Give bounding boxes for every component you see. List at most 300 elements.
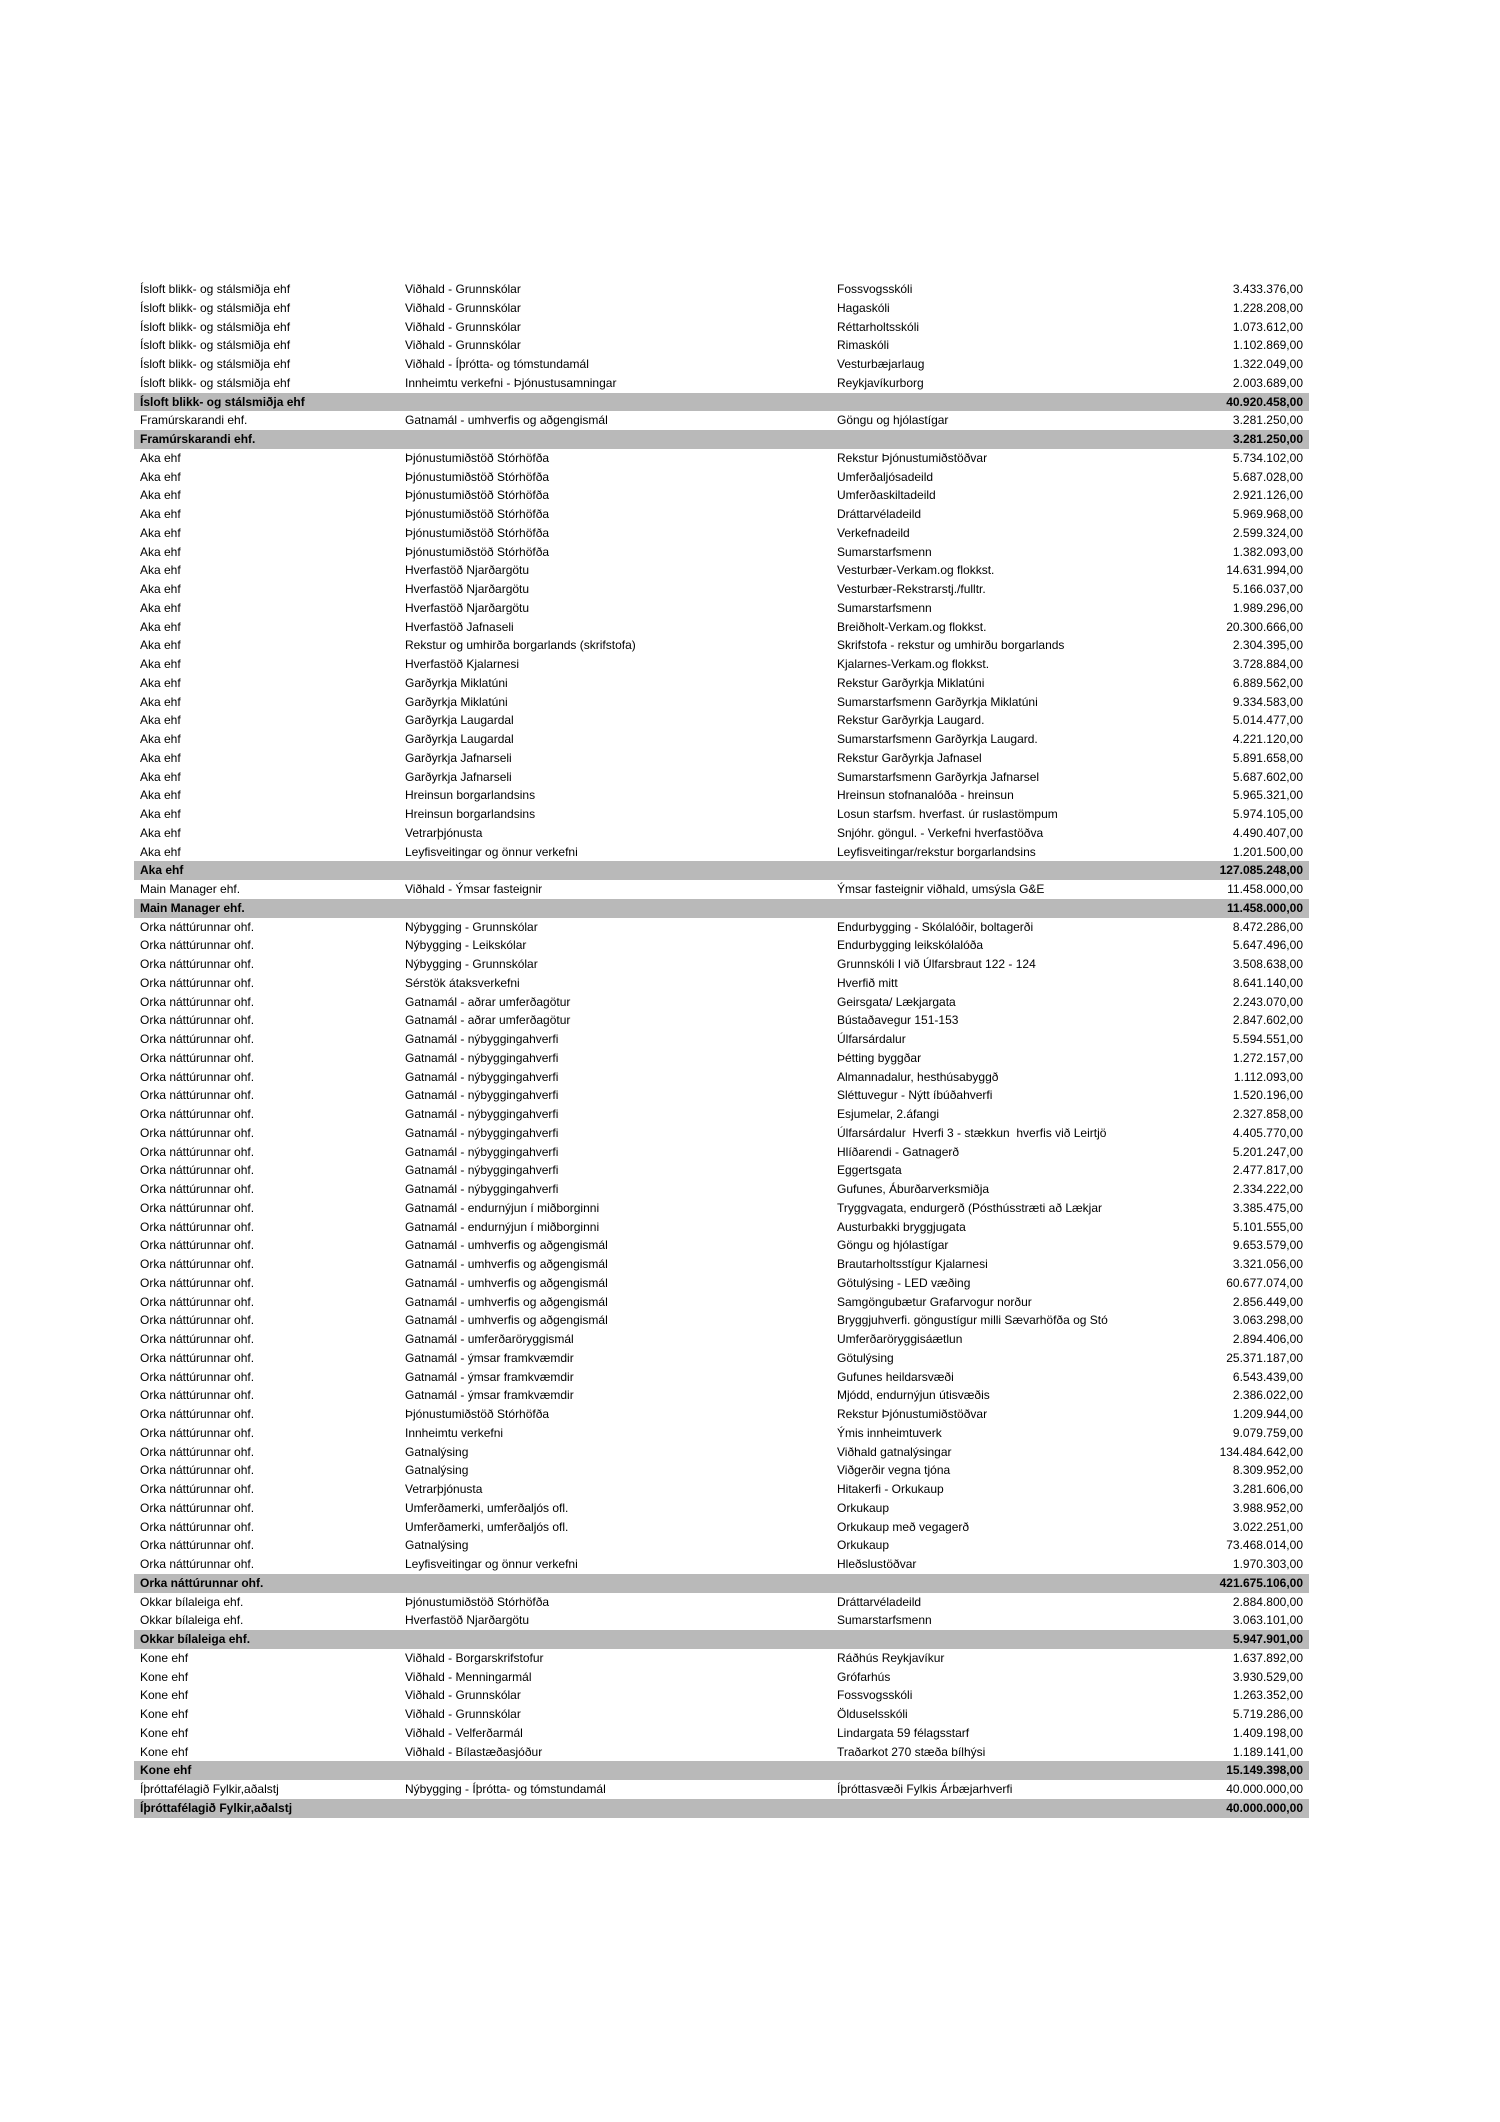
amount-cell: 2.003.689,00 bbox=[1232, 375, 1303, 390]
company-cell: Kone ehf bbox=[140, 1707, 189, 1721]
table-row bbox=[134, 1668, 1309, 1687]
amount-cell: 8.472.286,00 bbox=[1232, 919, 1303, 934]
table-row bbox=[134, 1443, 1309, 1462]
table-row bbox=[134, 486, 1309, 505]
project-cell: Brautarholtsstígur Kjalarnesi bbox=[837, 1257, 988, 1271]
table-row bbox=[134, 1780, 1309, 1799]
subtotal-label: Ísloft blikk- og stálsmiðja ehf bbox=[140, 394, 305, 409]
amount-cell: 5.891.658,00 bbox=[1232, 750, 1303, 765]
company-cell: Orka náttúrunnar ohf. bbox=[140, 1182, 255, 1196]
category-cell: Gatnamál - aðrar umferðagötur bbox=[405, 1013, 571, 1028]
category-cell: Viðhald - Bílastæðasjóður bbox=[405, 1744, 543, 1759]
project-cell: Breiðholt-Verkam.og flokkst. bbox=[837, 619, 987, 634]
subtotal-amount: 40.000.000,00 bbox=[1226, 1800, 1303, 1815]
amount-cell: 8.309.952,00 bbox=[1232, 1463, 1303, 1478]
project-cell: Geirsgata/ Lækjargata bbox=[837, 994, 956, 1009]
category-cell: Gatnamál - nýbyggingahverfi bbox=[405, 1144, 559, 1159]
project-cell: Bústaðavegur 151-153 bbox=[837, 1013, 959, 1028]
table-row bbox=[134, 993, 1309, 1012]
category-cell: Garðyrkja Miklatúni bbox=[405, 675, 508, 690]
project-cell: Vesturbæjarlaug bbox=[837, 357, 925, 371]
category-cell: Sérstök átaksverkefni bbox=[405, 975, 520, 990]
category-cell: Gatnamál - aðrar umferðagötur bbox=[405, 994, 571, 1009]
project-cell: Losun starfsm. hverfast. úr ruslastömpum bbox=[837, 807, 1058, 821]
project-cell: Rekstur Þjónustumiðstöðvar bbox=[837, 450, 988, 465]
table-row bbox=[134, 955, 1309, 974]
subtotal-row bbox=[134, 1574, 1309, 1593]
project-cell: Vesturbær-Rekstrarstj./fulltr. bbox=[837, 582, 986, 596]
company-cell: Aka ehf bbox=[140, 488, 181, 503]
category-cell: Hreinsun borgarlandsins bbox=[405, 788, 536, 803]
project-cell: Rekstur Þjónustumiðstöðvar bbox=[837, 1407, 988, 1421]
category-cell: Gatnamál - umhverfis og aðgengismál bbox=[405, 1313, 608, 1328]
company-cell: Orka náttúrunnar ohf. bbox=[140, 1200, 255, 1215]
company-cell: Ísloft blikk- og stálsmiðja ehf bbox=[140, 338, 291, 353]
company-cell: Aka ehf bbox=[140, 525, 181, 540]
project-cell: Orkukaup bbox=[837, 1500, 890, 1515]
amount-cell: 2.894.406,00 bbox=[1232, 1332, 1303, 1346]
project-cell: Endurbygging - Skólalóðir, boltagerði bbox=[837, 919, 1034, 934]
table-row bbox=[134, 1274, 1309, 1293]
category-cell: Gatnamál - nýbyggingahverfi bbox=[405, 1050, 559, 1065]
table-row bbox=[134, 1368, 1309, 1387]
table-row bbox=[134, 1705, 1309, 1724]
company-cell: Ísloft blikk- og stálsmiðja ehf bbox=[140, 375, 291, 390]
amount-cell: 20.300.666,00 bbox=[1226, 619, 1303, 634]
company-cell: Aka ehf bbox=[140, 582, 181, 596]
company-cell: Ísloft blikk- og stálsmiðja ehf bbox=[140, 319, 291, 334]
company-cell: Aka ehf bbox=[140, 750, 181, 765]
category-cell: Gatnamál - umhverfis og aðgengismál bbox=[405, 413, 608, 428]
category-cell: Garðyrkja Jafnarseli bbox=[405, 750, 512, 765]
company-cell: Orka náttúrunnar ohf. bbox=[140, 1257, 255, 1271]
project-cell: Viðgerðir vegna tjóna bbox=[837, 1463, 951, 1478]
amount-cell: 5.969.968,00 bbox=[1232, 507, 1303, 521]
project-cell: Gufunes heildarsvæði bbox=[837, 1369, 954, 1384]
table-row bbox=[134, 411, 1309, 430]
project-cell: Sumarstarfsmenn bbox=[837, 1613, 932, 1628]
table-row bbox=[134, 1480, 1309, 1499]
company-cell: Orka náttúrunnar ohf. bbox=[140, 975, 255, 990]
table-row bbox=[134, 1030, 1309, 1049]
table-row bbox=[134, 880, 1309, 899]
amount-cell: 60.677.074,00 bbox=[1226, 1275, 1303, 1290]
category-cell: Gatnamál - nýbyggingahverfi bbox=[405, 1125, 559, 1140]
amount-cell: 25.371.187,00 bbox=[1226, 1350, 1303, 1365]
table-row bbox=[134, 1593, 1309, 1612]
project-cell: Orkukaup með vegagerð bbox=[837, 1519, 970, 1534]
project-cell: Götulýsing bbox=[837, 1350, 894, 1365]
category-cell: Garðyrkja Laugardal bbox=[405, 732, 514, 746]
company-cell: Aka ehf bbox=[140, 713, 181, 728]
expense-table bbox=[134, 280, 1309, 1818]
table-row bbox=[134, 768, 1309, 787]
project-cell: Reykjavíkurborg bbox=[837, 375, 924, 390]
company-cell: Aka ehf bbox=[140, 788, 181, 803]
amount-cell: 5.166.037,00 bbox=[1232, 582, 1303, 596]
project-cell: Sléttuvegur - Nýtt íbúðahverfi bbox=[837, 1088, 993, 1103]
subtotal-label: Okkar bílaleiga ehf. bbox=[140, 1632, 251, 1646]
company-cell: Main Manager ehf. bbox=[140, 882, 241, 896]
project-cell: Leyfisveitingar/rekstur borgarlandsins bbox=[837, 844, 1036, 859]
amount-cell: 11.458.000,00 bbox=[1227, 882, 1303, 896]
amount-cell: 4.221.120,00 bbox=[1232, 732, 1303, 746]
company-cell: Orka náttúrunnar ohf. bbox=[140, 1519, 255, 1534]
table-row bbox=[134, 1461, 1309, 1480]
company-cell: Aka ehf bbox=[140, 469, 181, 484]
table-row bbox=[134, 749, 1309, 768]
amount-cell: 3.508.638,00 bbox=[1232, 957, 1303, 971]
category-cell: Leyfisveitingar og önnur verkefni bbox=[405, 1557, 578, 1571]
amount-cell: 5.687.602,00 bbox=[1232, 769, 1303, 784]
amount-cell: 1.272.157,00 bbox=[1232, 1050, 1303, 1065]
project-cell: Fossvogsskóli bbox=[837, 282, 913, 296]
category-cell: Gatnamál - nýbyggingahverfi bbox=[405, 1032, 559, 1046]
company-cell: Aka ehf bbox=[140, 694, 181, 709]
table-row bbox=[134, 1293, 1309, 1312]
table-row bbox=[134, 1349, 1309, 1368]
amount-cell: 3.385.475,00 bbox=[1232, 1200, 1303, 1215]
category-cell: Hverfastöð Jafnaseli bbox=[405, 619, 514, 634]
amount-cell: 5.734.102,00 bbox=[1232, 450, 1303, 465]
subtotal-label: Orka náttúrunnar ohf. bbox=[140, 1575, 264, 1590]
category-cell: Viðhald - Grunnskólar bbox=[405, 338, 521, 353]
amount-cell: 73.468.014,00 bbox=[1226, 1538, 1303, 1553]
table-row bbox=[134, 636, 1309, 655]
table-row bbox=[134, 524, 1309, 543]
project-cell: Hagaskóli bbox=[837, 300, 890, 315]
category-cell: Gatnamál - nýbyggingahverfi bbox=[405, 1163, 559, 1178]
category-cell: Gatnamál - umhverfis og aðgengismál bbox=[405, 1257, 608, 1271]
table-row bbox=[134, 1405, 1309, 1424]
project-cell: Esjumelar, 2.áfangi bbox=[837, 1107, 940, 1121]
project-cell: Ýmis innheimtuverk bbox=[837, 1425, 942, 1440]
subtotal-amount: 5.947.901,00 bbox=[1232, 1632, 1304, 1646]
company-cell: Orka náttúrunnar ohf. bbox=[140, 1144, 255, 1159]
company-cell: Aka ehf bbox=[140, 769, 181, 784]
category-cell: Hverfastöð Njarðargötu bbox=[405, 1613, 530, 1628]
project-cell: Eggertsgata bbox=[837, 1163, 902, 1178]
category-cell: Umferðamerki, umferðaljós ofl. bbox=[405, 1519, 569, 1534]
amount-cell: 1.989.296,00 bbox=[1232, 600, 1303, 615]
category-cell: Nýbygging - Íþrótta- og tómstundamál bbox=[405, 1782, 606, 1796]
subtotal-amount: 15.149.398,00 bbox=[1226, 1763, 1303, 1778]
category-cell: Gatnamál - endurnýjun í miðborginni bbox=[405, 1200, 600, 1215]
table-row bbox=[134, 1311, 1309, 1330]
project-cell: Grunnskóli I við Úlfarsbraut 122 - 124 bbox=[837, 957, 1036, 971]
subtotal-row bbox=[134, 1799, 1309, 1818]
company-cell: Orka náttúrunnar ohf. bbox=[140, 1275, 255, 1290]
amount-cell: 2.327.858,00 bbox=[1232, 1107, 1303, 1121]
category-cell: Hverfastöð Njarðargötu bbox=[405, 563, 530, 578]
company-cell: Orka náttúrunnar ohf. bbox=[140, 1463, 255, 1478]
company-cell: Orka náttúrunnar ohf. bbox=[140, 1069, 255, 1084]
project-cell: Sumarstarfsmenn Garðyrkja Laugard. bbox=[837, 732, 1038, 746]
project-cell: Hlíðarendi - Gatnagerð bbox=[837, 1144, 960, 1159]
project-cell: Orkukaup bbox=[837, 1538, 890, 1553]
amount-cell: 1.322.049,00 bbox=[1232, 357, 1303, 371]
project-cell: Götulýsing - LED væðing bbox=[837, 1275, 971, 1290]
amount-cell: 1.970.303,00 bbox=[1232, 1557, 1303, 1571]
table-row bbox=[134, 730, 1309, 749]
company-cell: Aka ehf bbox=[140, 675, 181, 690]
amount-cell: 1.209.944,00 bbox=[1232, 1407, 1303, 1421]
table-row bbox=[134, 318, 1309, 337]
amount-cell: 1.189.141,00 bbox=[1232, 1744, 1303, 1759]
subtotal-row bbox=[134, 861, 1309, 880]
table-row bbox=[134, 561, 1309, 580]
table-row bbox=[134, 693, 1309, 712]
project-cell: Sumarstarfsmenn Garðyrkja Miklatúni bbox=[837, 694, 1038, 709]
table-row bbox=[134, 1743, 1309, 1762]
company-cell: Orka náttúrunnar ohf. bbox=[140, 1050, 255, 1065]
amount-cell: 1.382.093,00 bbox=[1232, 544, 1303, 559]
table-row bbox=[134, 1499, 1309, 1518]
table-row bbox=[134, 1255, 1309, 1274]
project-cell: Dráttarvéladeild bbox=[837, 507, 922, 521]
company-cell: Aka ehf bbox=[140, 563, 181, 578]
table-row bbox=[134, 1611, 1309, 1630]
amount-cell: 8.641.140,00 bbox=[1232, 975, 1303, 990]
company-cell: Aka ehf bbox=[140, 844, 181, 859]
category-cell: Gatnamál - ýmsar framkvæmdir bbox=[405, 1350, 574, 1365]
subtotal-label: Framúrskarandi ehf. bbox=[140, 432, 256, 446]
amount-cell: 5.719.286,00 bbox=[1232, 1707, 1303, 1721]
company-cell: Ísloft blikk- og stálsmiðja ehf bbox=[140, 300, 291, 315]
project-cell: Verkefnadeild bbox=[837, 525, 910, 540]
table-row bbox=[134, 505, 1309, 524]
subtotal-label: Íþróttafélagið Fylkir,aðalstj bbox=[140, 1800, 293, 1815]
category-cell: Viðhald - Íþrótta- og tómstundamál bbox=[405, 357, 589, 371]
company-cell: Ísloft blikk- og stálsmiðja ehf bbox=[140, 282, 291, 296]
company-cell: Orka náttúrunnar ohf. bbox=[140, 1425, 255, 1440]
subtotal-row bbox=[134, 899, 1309, 918]
company-cell: Orka náttúrunnar ohf. bbox=[140, 1088, 255, 1103]
project-cell: Traðarkot 270 stæða bílhýsi bbox=[837, 1744, 986, 1759]
table-row bbox=[134, 1386, 1309, 1405]
amount-cell: 5.101.555,00 bbox=[1232, 1219, 1303, 1234]
category-cell: Hreinsun borgarlandsins bbox=[405, 807, 536, 821]
project-cell: Snjóhr. göngul. - Verkefni hverfastöðva bbox=[837, 825, 1044, 840]
category-cell: Gatnamál - ýmsar framkvæmdir bbox=[405, 1369, 574, 1384]
category-cell: Innheimtu verkefni - Þjónustusamningar bbox=[405, 375, 617, 390]
category-cell: Viðhald - Grunnskólar bbox=[405, 1688, 521, 1703]
table-row bbox=[134, 1161, 1309, 1180]
amount-cell: 1.637.892,00 bbox=[1232, 1650, 1303, 1665]
project-cell: Ölduselsskóli bbox=[837, 1707, 908, 1721]
category-cell: Nýbygging - Grunnskólar bbox=[405, 957, 538, 971]
amount-cell: 1.263.352,00 bbox=[1232, 1688, 1303, 1703]
company-cell: Aka ehf bbox=[140, 507, 181, 521]
project-cell: Ráðhús Reykjavíkur bbox=[837, 1650, 945, 1665]
category-cell: Gatnamál - endurnýjun í miðborginni bbox=[405, 1219, 600, 1234]
amount-cell: 5.014.477,00 bbox=[1232, 713, 1303, 728]
category-cell: Viðhald - Ýmsar fasteignir bbox=[405, 882, 543, 896]
amount-cell: 9.334.583,00 bbox=[1232, 694, 1303, 709]
subtotal-label: Aka ehf bbox=[140, 863, 184, 878]
amount-cell: 1.228.208,00 bbox=[1232, 300, 1303, 315]
project-cell: Mjódd, endurnýjun útisvæðis bbox=[837, 1388, 990, 1403]
category-cell: Hverfastöð Kjalarnesi bbox=[405, 657, 520, 671]
company-cell: Orka náttúrunnar ohf. bbox=[140, 1538, 255, 1553]
amount-cell: 6.543.439,00 bbox=[1232, 1369, 1303, 1384]
category-cell: Þjónustumiðstöð Stórhöfða bbox=[405, 469, 550, 484]
project-cell: Almannadalur, hesthúsabyggð bbox=[837, 1069, 999, 1084]
category-cell: Viðhald - Borgarskrifstofur bbox=[405, 1650, 544, 1665]
subtotal-row bbox=[134, 430, 1309, 449]
category-cell: Þjónustumiðstöð Stórhöfða bbox=[405, 1407, 550, 1421]
category-cell: Þjónustumiðstöð Stórhöfða bbox=[405, 525, 550, 540]
company-cell: Orka náttúrunnar ohf. bbox=[140, 1388, 255, 1403]
category-cell: Gatnamál - nýbyggingahverfi bbox=[405, 1088, 559, 1103]
project-cell: Kjalarnes-Verkam.og flokkst. bbox=[837, 657, 990, 671]
table-row bbox=[134, 1518, 1309, 1537]
company-cell: Orka náttúrunnar ohf. bbox=[140, 1557, 255, 1571]
amount-cell: 134.484.642,00 bbox=[1219, 1444, 1303, 1459]
category-cell: Hverfastöð Njarðargötu bbox=[405, 600, 530, 615]
company-cell: Aka ehf bbox=[140, 619, 181, 634]
subtotal-amount: 3.281.250,00 bbox=[1232, 432, 1304, 446]
amount-cell: 3.281.606,00 bbox=[1232, 1482, 1303, 1496]
category-cell: Gatnalýsing bbox=[405, 1538, 469, 1553]
category-cell: Umferðamerki, umferðaljós ofl. bbox=[405, 1500, 569, 1515]
category-cell: Þjónustumiðstöð Stórhöfða bbox=[405, 488, 550, 503]
category-cell: Gatnamál - nýbyggingahverfi bbox=[405, 1107, 559, 1121]
category-cell: Gatnamál - ýmsar framkvæmdir bbox=[405, 1388, 574, 1403]
amount-cell: 3.281.250,00 bbox=[1232, 413, 1303, 428]
table-row bbox=[134, 449, 1309, 468]
table-row bbox=[134, 1068, 1309, 1087]
table-row bbox=[134, 655, 1309, 674]
company-cell: Orka náttúrunnar ohf. bbox=[140, 938, 255, 953]
project-cell: Lindargata 59 félagsstarf bbox=[837, 1725, 970, 1740]
table-row bbox=[134, 1143, 1309, 1162]
company-cell: Aka ehf bbox=[140, 657, 181, 671]
amount-cell: 2.334.222,00 bbox=[1232, 1182, 1303, 1196]
table-row bbox=[134, 918, 1309, 937]
company-cell: Orka náttúrunnar ohf. bbox=[140, 1163, 255, 1178]
subtotal-amount: 11.458.000,00 bbox=[1226, 900, 1304, 915]
subtotal-amount: 127.085.248,00 bbox=[1219, 863, 1304, 878]
project-cell: Dráttarvéladeild bbox=[837, 1594, 922, 1609]
table-row bbox=[134, 280, 1309, 299]
table-row bbox=[134, 299, 1309, 318]
category-cell: Garðyrkja Jafnarseli bbox=[405, 769, 512, 784]
category-cell: Þjónustumiðstöð Stórhöfða bbox=[405, 1594, 550, 1609]
project-cell: Bryggjuhverfi. göngustígur milli Sævarhöfða og Stó bbox=[837, 1313, 1108, 1328]
company-cell: Orka náttúrunnar ohf. bbox=[140, 1444, 255, 1459]
project-cell: Sumarstarfsmenn Garðyrkja Jafnarsel bbox=[837, 769, 1040, 784]
category-cell: Þjónustumiðstöð Stórhöfða bbox=[405, 507, 550, 521]
company-cell: Orka náttúrunnar ohf. bbox=[140, 1350, 255, 1365]
amount-cell: 5.647.496,00 bbox=[1232, 938, 1303, 953]
category-cell: Innheimtu verkefni bbox=[405, 1425, 504, 1440]
project-cell: Hitakerfi - Orkukaup bbox=[837, 1482, 944, 1496]
category-cell: Viðhald - Grunnskólar bbox=[405, 1707, 521, 1721]
category-cell: Garðyrkja Miklatúni bbox=[405, 694, 508, 709]
table-row bbox=[134, 674, 1309, 693]
table-row bbox=[134, 974, 1309, 993]
project-cell: Skrifstofa - rekstur og umhirðu borgarlands bbox=[837, 638, 1065, 653]
amount-cell: 6.889.562,00 bbox=[1232, 675, 1303, 690]
table-row bbox=[134, 336, 1309, 355]
project-cell: Rekstur Garðyrkja Jafnasel bbox=[837, 750, 982, 765]
category-cell: Viðhald - Grunnskólar bbox=[405, 300, 521, 315]
table-row bbox=[134, 1236, 1309, 1255]
company-cell: Kone ehf bbox=[140, 1744, 189, 1759]
category-cell: Viðhald - Velferðarmál bbox=[405, 1725, 523, 1740]
amount-cell: 5.974.105,00 bbox=[1232, 807, 1303, 821]
project-cell: Rimaskóli bbox=[837, 338, 890, 353]
category-cell: Hverfastöð Njarðargötu bbox=[405, 582, 530, 596]
amount-cell: 4.405.770,00 bbox=[1232, 1125, 1303, 1140]
table-row bbox=[134, 599, 1309, 618]
company-cell: Aka ehf bbox=[140, 638, 181, 653]
project-cell: Rekstur Garðyrkja Miklatúni bbox=[837, 675, 985, 690]
subtotal-amount: 421.675.106,00 bbox=[1219, 1575, 1304, 1590]
table-row bbox=[134, 374, 1309, 393]
company-cell: Orka náttúrunnar ohf. bbox=[140, 1032, 255, 1046]
amount-cell: 3.728.884,00 bbox=[1232, 657, 1303, 671]
company-cell: Aka ehf bbox=[140, 732, 181, 746]
category-cell: Þjónustumiðstöð Stórhöfða bbox=[405, 544, 550, 559]
project-cell: Fossvogsskóli bbox=[837, 1688, 913, 1703]
company-cell: Kone ehf bbox=[140, 1725, 189, 1740]
category-cell: Viðhald - Menningarmál bbox=[405, 1669, 532, 1684]
company-cell: Orka náttúrunnar ohf. bbox=[140, 957, 255, 971]
project-cell: Endurbygging leikskólalóða bbox=[837, 938, 984, 953]
category-cell: Rekstur og umhirða borgarlands (skrifstofa) bbox=[405, 638, 636, 653]
project-cell: Tryggvagata, endurgerð (Pósthússtræti að Lækjar bbox=[837, 1200, 1103, 1215]
company-cell: Orka náttúrunnar ohf. bbox=[140, 1332, 255, 1346]
amount-cell: 4.490.407,00 bbox=[1232, 825, 1303, 840]
project-cell: Grófarhús bbox=[837, 1669, 891, 1684]
table-row bbox=[134, 1180, 1309, 1199]
company-cell: Orka náttúrunnar ohf. bbox=[140, 1313, 255, 1328]
category-cell: Vetrarþjónusta bbox=[405, 825, 483, 840]
company-cell: Kone ehf bbox=[140, 1669, 189, 1684]
table-row bbox=[134, 1686, 1309, 1705]
subtotal-row bbox=[134, 1761, 1309, 1780]
amount-cell: 2.477.817,00 bbox=[1232, 1163, 1303, 1178]
amount-cell: 3.063.298,00 bbox=[1232, 1313, 1303, 1328]
category-cell: Nýbygging - Leikskólar bbox=[405, 938, 527, 953]
table-row bbox=[134, 1011, 1309, 1030]
amount-cell: 2.847.602,00 bbox=[1232, 1013, 1303, 1028]
table-row bbox=[134, 355, 1309, 374]
company-cell: Aka ehf bbox=[140, 807, 181, 821]
project-cell: Sumarstarfsmenn bbox=[837, 544, 932, 559]
project-cell: Göngu og hjólastígar bbox=[837, 1238, 949, 1253]
table-row bbox=[134, 1330, 1309, 1349]
table-row bbox=[134, 843, 1309, 862]
amount-cell: 3.930.529,00 bbox=[1232, 1669, 1303, 1684]
table-row bbox=[134, 1555, 1309, 1574]
company-cell: Orka náttúrunnar ohf. bbox=[140, 1013, 255, 1028]
category-cell: Nýbygging - Grunnskólar bbox=[405, 919, 538, 934]
subtotal-row bbox=[134, 1630, 1309, 1649]
amount-cell: 2.304.395,00 bbox=[1232, 638, 1303, 653]
amount-cell: 1.520.196,00 bbox=[1232, 1088, 1303, 1103]
amount-cell: 2.856.449,00 bbox=[1232, 1294, 1303, 1309]
amount-cell: 3.063.101,00 bbox=[1232, 1613, 1303, 1628]
project-cell: Rekstur Garðyrkja Laugard. bbox=[837, 713, 985, 728]
category-cell: Vetrarþjónusta bbox=[405, 1482, 483, 1496]
category-cell: Gatnamál - umhverfis og aðgengismál bbox=[405, 1275, 608, 1290]
company-cell: Okkar bílaleiga ehf. bbox=[140, 1594, 244, 1609]
category-cell: Viðhald - Grunnskólar bbox=[405, 282, 521, 296]
category-cell: Þjónustumiðstöð Stórhöfða bbox=[405, 450, 550, 465]
